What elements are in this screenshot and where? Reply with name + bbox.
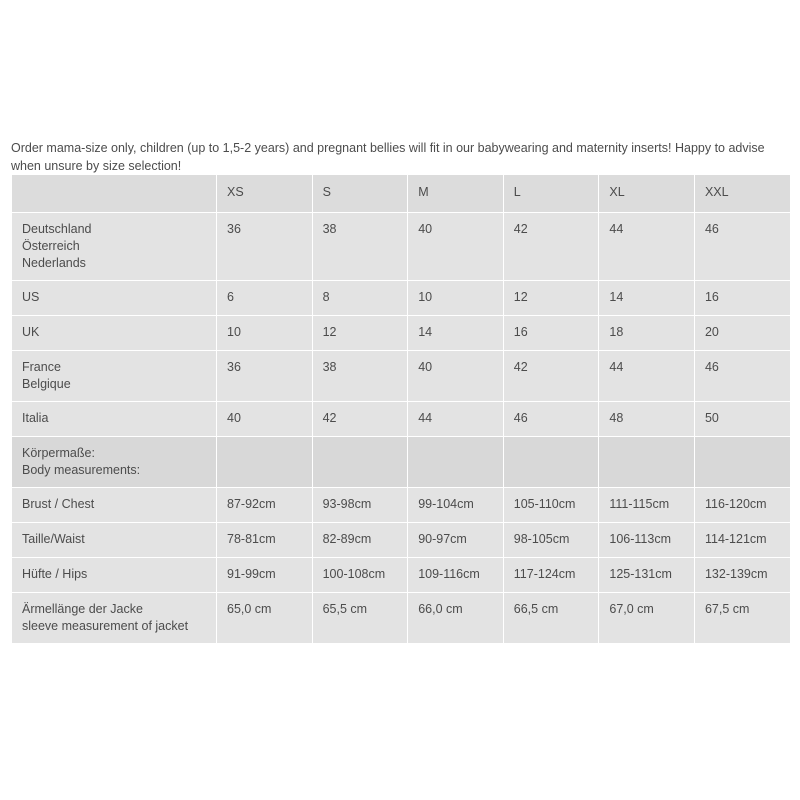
row-label-lines <box>22 410 206 427</box>
row-label-line: Body measurements: <box>22 463 141 477</box>
row-label-cell <box>12 523 217 558</box>
table-cell: 6 <box>217 281 313 316</box>
table-cell: 36 <box>217 213 313 281</box>
row-label-cell <box>12 437 217 488</box>
table-row <box>12 523 791 558</box>
column-header-xxl: XXL <box>694 175 790 213</box>
row-label-cell <box>12 488 217 523</box>
table-cell: 46 <box>503 402 599 437</box>
table-cell: 14 <box>599 281 695 316</box>
row-label-cell <box>12 351 217 402</box>
table-cell <box>217 437 313 488</box>
table-cell: 36 <box>217 351 313 402</box>
table-cell <box>599 437 695 488</box>
row-label-lines <box>22 221 206 272</box>
table-cell: 8 <box>312 281 408 316</box>
table-cell: 66,0 cm <box>408 593 504 644</box>
table-cell: 98-105cm <box>503 523 599 558</box>
row-label-line: Nederlands <box>22 256 86 270</box>
table-cell: 12 <box>312 316 408 351</box>
table-cell: 78-81cm <box>217 523 313 558</box>
table-cell: 65,5 cm <box>312 593 408 644</box>
table-corner-cell <box>12 175 217 213</box>
table-cell: 46 <box>694 351 790 402</box>
row-label-lines <box>22 289 206 306</box>
table-cell: 42 <box>503 213 599 281</box>
row-label-lines <box>22 566 206 583</box>
table-cell: 87-92cm <box>217 488 313 523</box>
table-cell: 40 <box>408 351 504 402</box>
row-label-lines <box>22 445 206 479</box>
table-cell: 82-89cm <box>312 523 408 558</box>
table-cell <box>694 437 790 488</box>
row-label-line: sleeve measurement of jacket <box>22 619 189 633</box>
table-cell: 16 <box>503 316 599 351</box>
table-row <box>12 558 791 593</box>
table-cell <box>312 437 408 488</box>
table-cell: 44 <box>408 402 504 437</box>
row-label-line: Italia <box>22 411 49 425</box>
table-cell: 42 <box>312 402 408 437</box>
table-cell: 44 <box>599 213 695 281</box>
table-cell: 40 <box>217 402 313 437</box>
table-cell <box>503 437 599 488</box>
table-cell: 42 <box>503 351 599 402</box>
row-label-line: Körpermaße: <box>22 446 95 460</box>
table-body <box>12 213 791 644</box>
row-label-cell <box>12 558 217 593</box>
row-label-cell <box>12 316 217 351</box>
row-label-cell <box>12 281 217 316</box>
table-cell: 65,0 cm <box>217 593 313 644</box>
table-row <box>12 488 791 523</box>
table-cell: 90-97cm <box>408 523 504 558</box>
table-cell: 100-108cm <box>312 558 408 593</box>
table-cell <box>408 437 504 488</box>
column-header-xs: XS <box>217 175 313 213</box>
table-cell: 105-110cm <box>503 488 599 523</box>
table-row <box>12 437 791 488</box>
row-label-line: US <box>22 290 40 304</box>
row-label-line: Deutschland <box>22 222 92 236</box>
table-cell: 44 <box>599 351 695 402</box>
table-cell: 91-99cm <box>217 558 313 593</box>
table-cell: 38 <box>312 213 408 281</box>
table-cell: 93-98cm <box>312 488 408 523</box>
table-cell: 16 <box>694 281 790 316</box>
row-label-line: Belgique <box>22 377 71 391</box>
row-label-line: Österreich <box>22 239 80 253</box>
table-cell: 114-121cm <box>694 523 790 558</box>
table-cell: 40 <box>408 213 504 281</box>
table-row <box>12 402 791 437</box>
table-cell: 48 <box>599 402 695 437</box>
table-cell: 106-113cm <box>599 523 695 558</box>
row-label-line: France <box>22 360 61 374</box>
table-cell: 18 <box>599 316 695 351</box>
row-label-line: UK <box>22 325 40 339</box>
row-label-cell <box>12 593 217 644</box>
row-label-lines <box>22 496 206 513</box>
size-chart-table <box>11 174 791 644</box>
table-cell: 10 <box>408 281 504 316</box>
row-label-lines <box>22 324 206 341</box>
table-row <box>12 593 791 644</box>
row-label-line: Brust / Chest <box>22 497 95 511</box>
table-row <box>12 281 791 316</box>
table-cell: 66,5 cm <box>503 593 599 644</box>
table-head <box>12 175 791 213</box>
table-cell: 116-120cm <box>694 488 790 523</box>
column-header-s: S <box>312 175 408 213</box>
row-label-line: Hüfte / Hips <box>22 567 88 581</box>
row-label-lines <box>22 601 206 635</box>
table-cell: 10 <box>217 316 313 351</box>
table-cell: 20 <box>694 316 790 351</box>
table-cell: 12 <box>503 281 599 316</box>
table-cell: 67,5 cm <box>694 593 790 644</box>
table-cell: 46 <box>694 213 790 281</box>
row-label-cell <box>12 213 217 281</box>
table-cell: 14 <box>408 316 504 351</box>
table-cell: 117-124cm <box>503 558 599 593</box>
column-header-m: M <box>408 175 504 213</box>
table-header-row <box>12 175 791 213</box>
row-label-line: Ärmellänge der Jacke <box>22 602 143 616</box>
table-cell: 125-131cm <box>599 558 695 593</box>
table-cell: 132-139cm <box>694 558 790 593</box>
column-header-xl: XL <box>599 175 695 213</box>
table-row <box>12 351 791 402</box>
table-cell: 99-104cm <box>408 488 504 523</box>
row-label-lines <box>22 359 206 393</box>
size-chart-table-container <box>11 174 790 644</box>
column-header-l: L <box>503 175 599 213</box>
intro-paragraph: Order mama-size only, children (up to 1,5-2 years) and pregnant bellies will fit in our babywearing and maternity inserts! Happy to advise when unsure by size selection! <box>11 140 765 173</box>
table-cell: 111-115cm <box>599 488 695 523</box>
table-row <box>12 213 791 281</box>
table-cell: 67,0 cm <box>599 593 695 644</box>
table-cell: 109-116cm <box>408 558 504 593</box>
table-cell: 50 <box>694 402 790 437</box>
table-cell: 38 <box>312 351 408 402</box>
table-row <box>12 316 791 351</box>
row-label-line: Taille/Waist <box>22 532 85 546</box>
row-label-lines <box>22 531 206 548</box>
row-label-cell <box>12 402 217 437</box>
